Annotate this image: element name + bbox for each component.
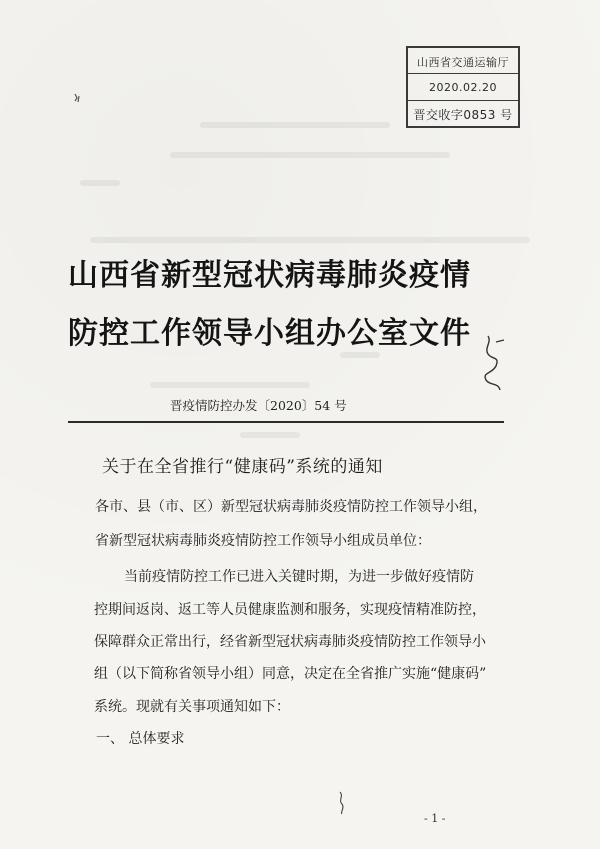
document-number: 晋疫情防控办发〔2020〕54 号 [170, 398, 347, 413]
notice-subject: 关于在全省推行“健康码”系统的通知 [102, 457, 383, 477]
bleed-through-line [200, 122, 390, 128]
bleed-through-line [90, 237, 530, 243]
stamp-office: 山西省交通运输厅 [417, 56, 509, 69]
stamp-date: 2020.02.20 [429, 81, 497, 94]
body-line: 系统。现就有关事项通知如下： [94, 699, 290, 715]
document-title-line2: 防控工作领导小组办公室文件 [68, 316, 471, 351]
header-divider [68, 421, 504, 423]
stamp-receipt-number: 晋交收字0853 号 [413, 108, 513, 122]
bleed-through-line [150, 382, 310, 388]
body-line: 保障群众正常出行，经省新型冠状病毒肺炎疫情防控工作领导小 [94, 634, 486, 650]
document-title-line1: 山西省新型冠状病毒肺炎疫情 [68, 258, 471, 293]
addressee-line: 省新型冠状病毒肺炎疫情防控工作领导小组成员单位： [95, 533, 431, 549]
section-heading: 一、 总体要求 [96, 731, 185, 747]
bleed-through-line [240, 432, 300, 438]
stamp-divider [408, 73, 518, 74]
bleed-through-line [340, 352, 380, 358]
bleed-through-line [80, 180, 120, 186]
body-line: 当前疫情防控工作已进入关键时期，为进一步做好疫情防 [124, 569, 474, 585]
bleed-through-line [170, 152, 450, 158]
addressee-line: 各市、县（市、区）新型冠状病毒肺炎疫情防控工作领导小组， [95, 499, 487, 515]
stamp-divider [408, 100, 518, 101]
body-line: 控期间返岗、返工等人员健康监测和服务，实现疫情精准防控， [94, 602, 486, 618]
handwritten-mark-icon [474, 332, 514, 396]
receipt-stamp [406, 46, 520, 128]
body-line: 组（以下简称省领导小组）同意，决定在全省推广实施“健康码” [94, 666, 487, 682]
scan-mark-icon [72, 92, 84, 108]
page-number: - 1 - [424, 812, 446, 825]
pen-mark-icon [336, 790, 348, 816]
